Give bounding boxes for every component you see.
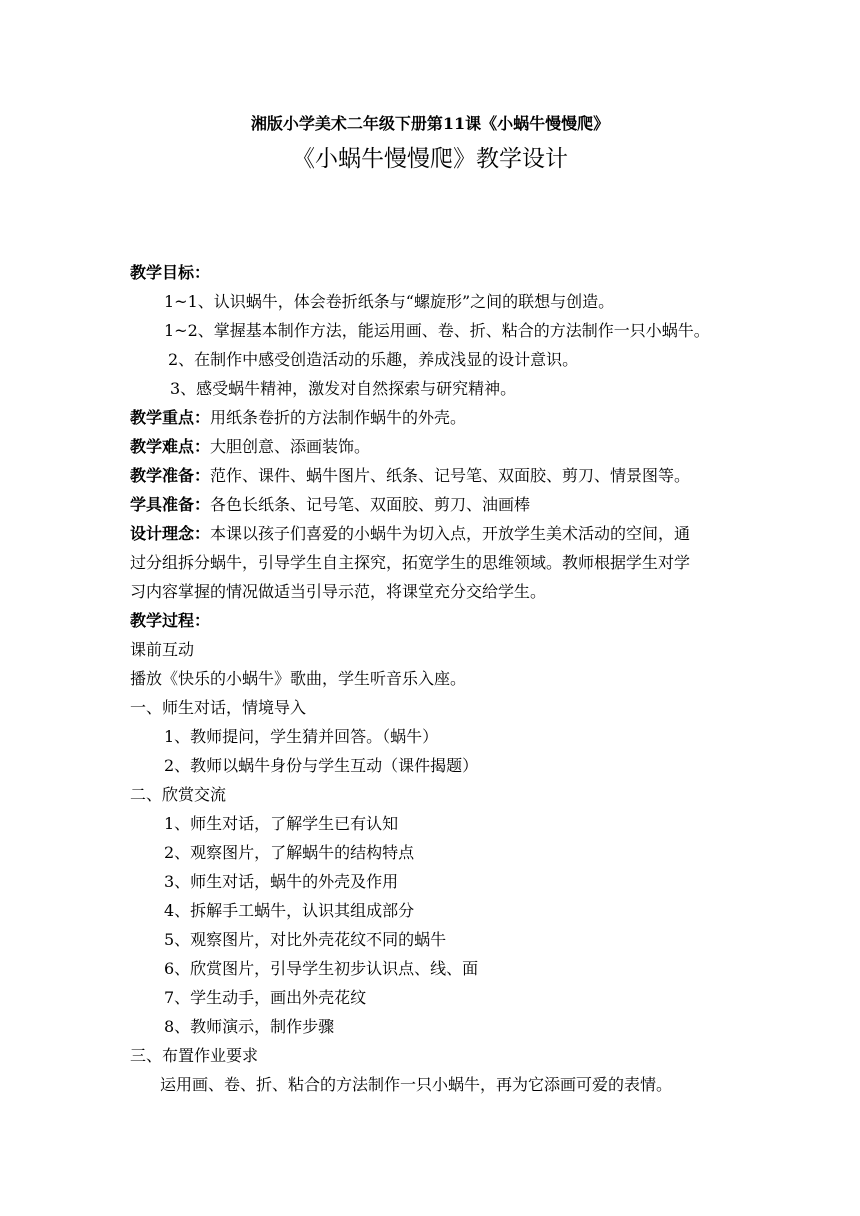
- section-item: 8、教师演示，制作步骤: [164, 1017, 335, 1036]
- difficulty-row: [130, 432, 740, 461]
- concept-row: [130, 519, 740, 548]
- homework-text: 运用画、卷、折、粘合的方法制作一只小蜗牛，再为它添画可爱的表情。: [160, 1075, 673, 1094]
- section-title: 二、欣赏交流: [130, 785, 227, 804]
- section-item: 1、教师提问，学生猜并回答。（蜗牛）: [164, 727, 439, 746]
- concept-text-line: 过分组拆分蜗牛，引导学生自主探究，拓宽学生的思维领域。教师根据学生对学: [130, 553, 691, 572]
- concept-label: 设计理念：: [130, 524, 211, 543]
- section-title: 三、布置作业要求: [130, 1046, 259, 1065]
- warmup-title: 课前互动: [130, 640, 195, 659]
- section-item: 6、欣赏图片，引导学生初步认识点、线、面: [164, 959, 479, 978]
- goals-heading: 教学目标：: [130, 263, 211, 282]
- section-item: 4、拆解手工蜗牛，认识其组成部分: [164, 901, 415, 920]
- goal-item: 1~1、认识蜗牛，体会卷折纸条与“螺旋形”之间的联想与创造。: [164, 292, 615, 311]
- document-title: 《小蜗牛慢慢爬》教学设计: [292, 146, 568, 172]
- teacher-prep-row: [130, 461, 740, 490]
- key-point-label: 教学重点：: [130, 408, 211, 427]
- teacher-prep-label: 教学准备：: [130, 466, 211, 485]
- difficulty-label: 教学难点：: [130, 437, 211, 456]
- difficulty-text: 大胆创意、添画装饰。: [210, 437, 371, 456]
- document-subtitle: 湘版小学美术二年级下册第11课《小蜗牛慢慢爬》: [250, 114, 610, 133]
- key-point-row: [130, 403, 740, 432]
- goal-item: 3、感受蜗牛精神，激发对自然探索与研究精神。: [170, 379, 517, 398]
- concept-text-line: 习内容掌握的情况做适当引导示范，将课堂充分交给学生。: [130, 582, 547, 601]
- student-prep-label: 学具准备：: [130, 495, 211, 514]
- goal-item: 2、在制作中感受创造活动的乐趣，养成浅显的设计意识。: [168, 350, 579, 369]
- key-point-text: 用纸条卷折的方法制作蜗牛的外壳。: [210, 408, 467, 427]
- section-item: 5、观察图片，对比外壳花纹不同的蜗牛: [164, 930, 447, 949]
- section-item: 2、观察图片，了解蜗牛的结构特点: [164, 843, 415, 862]
- teacher-prep-text: 范作、课件、蜗牛图片、纸条、记号笔、双面胶、剪刀、情景图等。: [210, 466, 691, 485]
- section-item: 3、师生对话，蜗牛的外壳及作用: [164, 872, 399, 891]
- student-prep-text: 各色长纸条、记号笔、双面胶、剪刀、油画棒: [210, 495, 531, 514]
- process-heading: 教学过程：: [130, 611, 211, 630]
- student-prep-row: [130, 490, 740, 519]
- concept-text-line: 本课以孩子们喜爱的小蜗牛为切入点，开放学生美术活动的空间，通: [210, 524, 691, 543]
- section-title: 一、师生对话，情境导入: [130, 698, 307, 717]
- section-item: 1、师生对话，了解学生已有认知: [164, 814, 399, 833]
- goal-item: 1~2、掌握基本制作方法，能运用画、卷、折、粘合的方法制作一只小蜗牛。: [164, 321, 710, 340]
- warmup-text: 播放《快乐的小蜗牛》歌曲，学生听音乐入座。: [130, 669, 467, 688]
- document-body: [130, 258, 740, 1099]
- section-item: 7、学生动手，画出外壳花纹: [164, 988, 367, 1007]
- section-item: 2、教师以蜗牛身份与学生互动（课件揭题）: [164, 756, 479, 775]
